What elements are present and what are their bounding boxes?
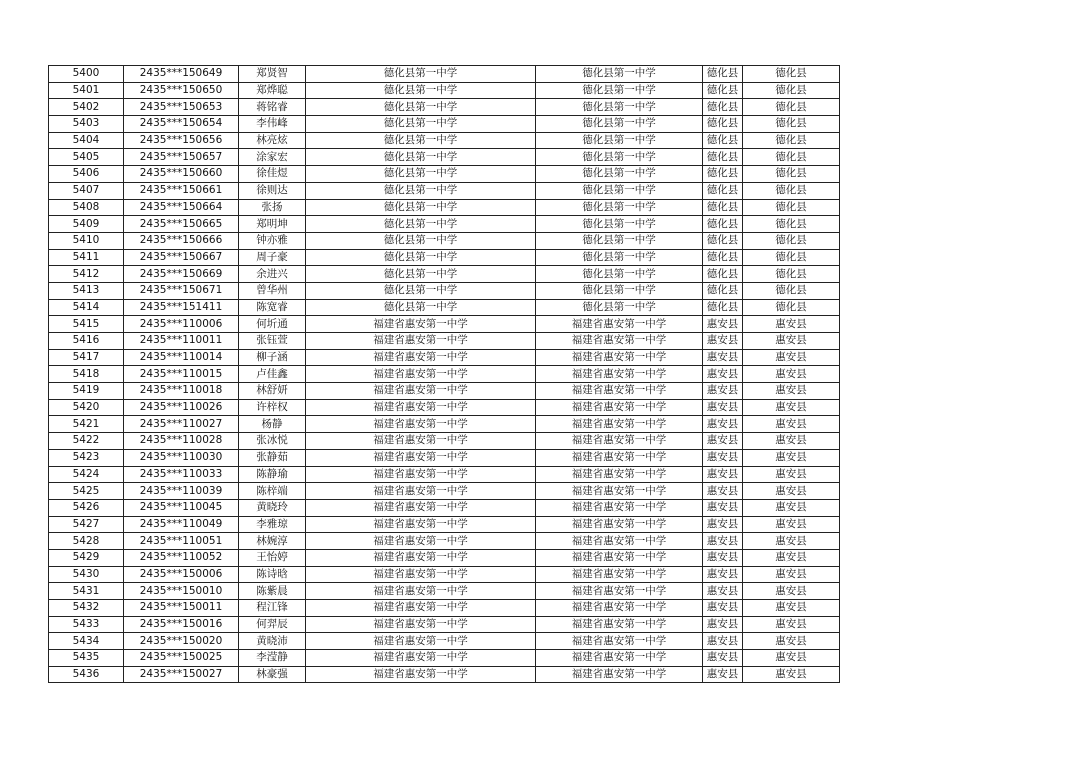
table-row [49, 383, 840, 400]
serial-number-cell: 5418 [49, 366, 124, 383]
school-repeat-cell: 德化县第一中学 [536, 132, 703, 149]
school-repeat-cell: 福建省惠安第一中学 [536, 516, 703, 533]
school-repeat-cell: 福建省惠安第一中学 [536, 349, 703, 366]
county-cell: 惠安县 [703, 566, 743, 583]
student-name-cell: 林豪强 [239, 666, 306, 683]
student-name-cell: 钟亦雅 [239, 232, 306, 249]
table-row [49, 82, 840, 99]
county-repeat-cell: 惠安县 [743, 533, 840, 550]
exam-id-cell: 2435***150656 [124, 132, 239, 149]
county-cell: 德化县 [703, 82, 743, 99]
student-name-cell: 陈宽睿 [239, 299, 306, 316]
serial-number-cell: 5432 [49, 600, 124, 617]
county-repeat-cell: 惠安县 [743, 616, 840, 633]
county-repeat-cell: 德化县 [743, 116, 840, 133]
serial-number-cell: 5429 [49, 549, 124, 566]
school-repeat-cell: 德化县第一中学 [536, 182, 703, 199]
county-cell: 惠安县 [703, 416, 743, 433]
exam-id-cell: 2435***110051 [124, 533, 239, 550]
table-row [49, 516, 840, 533]
serial-number-cell: 5426 [49, 499, 124, 516]
serial-number-cell: 5400 [49, 66, 124, 83]
school-cell: 福建省惠安第一中学 [306, 616, 536, 633]
school-cell: 德化县第一中学 [306, 116, 536, 133]
county-repeat-cell: 惠安县 [743, 566, 840, 583]
county-repeat-cell: 惠安县 [743, 483, 840, 500]
school-cell: 德化县第一中学 [306, 249, 536, 266]
student-name-cell: 李滢静 [239, 650, 306, 667]
student-name-cell: 何圻通 [239, 316, 306, 333]
student-name-cell: 林舒妍 [239, 383, 306, 400]
student-name-cell: 王怡婷 [239, 549, 306, 566]
school-cell: 福建省惠安第一中学 [306, 316, 536, 333]
serial-number-cell: 5405 [49, 149, 124, 166]
school-cell: 福建省惠安第一中学 [306, 533, 536, 550]
county-repeat-cell: 德化县 [743, 82, 840, 99]
county-repeat-cell: 惠安县 [743, 316, 840, 333]
county-cell: 惠安县 [703, 499, 743, 516]
exam-id-cell: 2435***110030 [124, 449, 239, 466]
county-repeat-cell: 德化县 [743, 249, 840, 266]
county-repeat-cell: 惠安县 [743, 600, 840, 617]
school-repeat-cell: 福建省惠安第一中学 [536, 666, 703, 683]
table-row [49, 633, 840, 650]
school-repeat-cell: 德化县第一中学 [536, 166, 703, 183]
school-repeat-cell: 德化县第一中学 [536, 199, 703, 216]
school-cell: 福建省惠安第一中学 [306, 433, 536, 450]
county-repeat-cell: 德化县 [743, 166, 840, 183]
student-name-cell: 曾华州 [239, 282, 306, 299]
table-row [49, 199, 840, 216]
school-cell: 福建省惠安第一中学 [306, 483, 536, 500]
exam-id-cell: 2435***110039 [124, 483, 239, 500]
student-name-cell: 周子豪 [239, 249, 306, 266]
exam-id-cell: 2435***150006 [124, 566, 239, 583]
student-name-cell: 郑烨聪 [239, 82, 306, 99]
table-row [49, 549, 840, 566]
exam-id-cell: 2435***110033 [124, 466, 239, 483]
table-row [49, 316, 840, 333]
school-cell: 福建省惠安第一中学 [306, 449, 536, 466]
school-repeat-cell: 福建省惠安第一中学 [536, 633, 703, 650]
student-name-cell: 何羿辰 [239, 616, 306, 633]
exam-id-cell: 2435***150667 [124, 249, 239, 266]
county-cell: 惠安县 [703, 333, 743, 350]
county-repeat-cell: 德化县 [743, 149, 840, 166]
table-row [49, 282, 840, 299]
exam-id-cell: 2435***110006 [124, 316, 239, 333]
county-cell: 惠安县 [703, 349, 743, 366]
school-repeat-cell: 德化县第一中学 [536, 82, 703, 99]
school-repeat-cell: 福建省惠安第一中学 [536, 549, 703, 566]
school-repeat-cell: 福建省惠安第一中学 [536, 650, 703, 667]
county-cell: 惠安县 [703, 466, 743, 483]
county-cell: 惠安县 [703, 549, 743, 566]
student-name-cell: 卢佳鑫 [239, 366, 306, 383]
serial-number-cell: 5431 [49, 583, 124, 600]
school-repeat-cell: 福建省惠安第一中学 [536, 566, 703, 583]
county-cell: 德化县 [703, 266, 743, 283]
school-cell: 德化县第一中学 [306, 232, 536, 249]
county-repeat-cell: 惠安县 [743, 583, 840, 600]
school-cell: 德化县第一中学 [306, 132, 536, 149]
school-repeat-cell: 德化县第一中学 [536, 299, 703, 316]
school-repeat-cell: 福建省惠安第一中学 [536, 533, 703, 550]
school-repeat-cell: 福建省惠安第一中学 [536, 433, 703, 450]
school-repeat-cell: 福建省惠安第一中学 [536, 449, 703, 466]
county-repeat-cell: 德化县 [743, 282, 840, 299]
serial-number-cell: 5416 [49, 333, 124, 350]
school-cell: 德化县第一中学 [306, 216, 536, 233]
school-cell: 德化县第一中学 [306, 299, 536, 316]
county-repeat-cell: 德化县 [743, 266, 840, 283]
school-cell: 德化县第一中学 [306, 99, 536, 116]
exam-id-cell: 2435***150666 [124, 232, 239, 249]
school-cell: 福建省惠安第一中学 [306, 549, 536, 566]
county-repeat-cell: 德化县 [743, 199, 840, 216]
school-repeat-cell: 福建省惠安第一中学 [536, 333, 703, 350]
student-name-cell: 许梓权 [239, 399, 306, 416]
exam-id-cell: 2435***150669 [124, 266, 239, 283]
county-repeat-cell: 惠安县 [743, 633, 840, 650]
school-repeat-cell: 福建省惠安第一中学 [536, 383, 703, 400]
exam-id-cell: 2435***110045 [124, 499, 239, 516]
school-cell: 福建省惠安第一中学 [306, 566, 536, 583]
county-repeat-cell: 惠安县 [743, 349, 840, 366]
student-name-cell: 蒋铭睿 [239, 99, 306, 116]
county-cell: 惠安县 [703, 533, 743, 550]
serial-number-cell: 5417 [49, 349, 124, 366]
student-name-cell: 杨静 [239, 416, 306, 433]
student-name-cell: 陈梓端 [239, 483, 306, 500]
student-name-cell: 余进兴 [239, 266, 306, 283]
student-name-cell: 涂家宏 [239, 149, 306, 166]
county-cell: 德化县 [703, 99, 743, 116]
roster-table [48, 65, 840, 683]
school-cell: 德化县第一中学 [306, 82, 536, 99]
school-repeat-cell: 德化县第一中学 [536, 216, 703, 233]
exam-id-cell: 2435***150665 [124, 216, 239, 233]
school-cell: 德化县第一中学 [306, 149, 536, 166]
serial-number-cell: 5409 [49, 216, 124, 233]
exam-id-cell: 2435***110028 [124, 433, 239, 450]
table-row [49, 299, 840, 316]
table-row [49, 666, 840, 683]
serial-number-cell: 5423 [49, 449, 124, 466]
school-repeat-cell: 福建省惠安第一中学 [536, 399, 703, 416]
table-row [49, 616, 840, 633]
table-row [49, 349, 840, 366]
serial-number-cell: 5408 [49, 199, 124, 216]
county-repeat-cell: 惠安县 [743, 366, 840, 383]
county-cell: 惠安县 [703, 433, 743, 450]
exam-id-cell: 2435***151411 [124, 299, 239, 316]
table-row [49, 483, 840, 500]
county-cell: 德化县 [703, 166, 743, 183]
school-cell: 福建省惠安第一中学 [306, 499, 536, 516]
exam-id-cell: 2435***150660 [124, 166, 239, 183]
county-cell: 惠安县 [703, 516, 743, 533]
school-cell: 福建省惠安第一中学 [306, 583, 536, 600]
exam-id-cell: 2435***150649 [124, 66, 239, 83]
exam-id-cell: 2435***110049 [124, 516, 239, 533]
serial-number-cell: 5403 [49, 116, 124, 133]
school-cell: 德化县第一中学 [306, 66, 536, 83]
school-cell: 德化县第一中学 [306, 266, 536, 283]
student-name-cell: 徐则达 [239, 182, 306, 199]
county-cell: 德化县 [703, 149, 743, 166]
student-name-cell: 张扬 [239, 199, 306, 216]
county-repeat-cell: 惠安县 [743, 666, 840, 683]
school-repeat-cell: 福建省惠安第一中学 [536, 416, 703, 433]
student-name-cell: 林婉淳 [239, 533, 306, 550]
serial-number-cell: 5410 [49, 232, 124, 249]
school-cell: 福建省惠安第一中学 [306, 666, 536, 683]
school-cell: 福建省惠安第一中学 [306, 349, 536, 366]
county-cell: 惠安县 [703, 633, 743, 650]
county-repeat-cell: 惠安县 [743, 449, 840, 466]
county-cell: 德化县 [703, 216, 743, 233]
county-repeat-cell: 德化县 [743, 66, 840, 83]
table-row [49, 650, 840, 667]
table-row [49, 466, 840, 483]
table-row [49, 566, 840, 583]
school-cell: 德化县第一中学 [306, 282, 536, 299]
student-name-cell: 郑贤智 [239, 66, 306, 83]
exam-id-cell: 2435***110015 [124, 366, 239, 383]
school-cell: 福建省惠安第一中学 [306, 633, 536, 650]
serial-number-cell: 5411 [49, 249, 124, 266]
table-row [49, 166, 840, 183]
school-repeat-cell: 德化县第一中学 [536, 149, 703, 166]
county-repeat-cell: 惠安县 [743, 650, 840, 667]
school-repeat-cell: 福建省惠安第一中学 [536, 316, 703, 333]
student-name-cell: 林亮炫 [239, 132, 306, 149]
county-repeat-cell: 惠安县 [743, 399, 840, 416]
student-name-cell: 陈诗晗 [239, 566, 306, 583]
serial-number-cell: 5436 [49, 666, 124, 683]
school-repeat-cell: 福建省惠安第一中学 [536, 600, 703, 617]
county-cell: 德化县 [703, 199, 743, 216]
county-repeat-cell: 惠安县 [743, 499, 840, 516]
exam-id-cell: 2435***150020 [124, 633, 239, 650]
serial-number-cell: 5430 [49, 566, 124, 583]
county-repeat-cell: 惠安县 [743, 416, 840, 433]
county-cell: 惠安县 [703, 316, 743, 333]
county-cell: 德化县 [703, 249, 743, 266]
student-name-cell: 张冰悦 [239, 433, 306, 450]
serial-number-cell: 5401 [49, 82, 124, 99]
table-row [49, 249, 840, 266]
school-cell: 福建省惠安第一中学 [306, 600, 536, 617]
serial-number-cell: 5413 [49, 282, 124, 299]
county-cell: 惠安县 [703, 483, 743, 500]
school-repeat-cell: 德化县第一中学 [536, 116, 703, 133]
serial-number-cell: 5406 [49, 166, 124, 183]
serial-number-cell: 5402 [49, 99, 124, 116]
school-repeat-cell: 福建省惠安第一中学 [536, 583, 703, 600]
serial-number-cell: 5421 [49, 416, 124, 433]
school-cell: 福建省惠安第一中学 [306, 333, 536, 350]
county-cell: 德化县 [703, 66, 743, 83]
exam-id-cell: 2435***150016 [124, 616, 239, 633]
school-repeat-cell: 福建省惠安第一中学 [536, 466, 703, 483]
serial-number-cell: 5435 [49, 650, 124, 667]
student-name-cell: 李雅琼 [239, 516, 306, 533]
school-cell: 福建省惠安第一中学 [306, 516, 536, 533]
table-row [49, 399, 840, 416]
county-cell: 惠安县 [703, 616, 743, 633]
serial-number-cell: 5425 [49, 483, 124, 500]
exam-id-cell: 2435***150025 [124, 650, 239, 667]
student-name-cell: 李伟峰 [239, 116, 306, 133]
county-repeat-cell: 惠安县 [743, 549, 840, 566]
county-cell: 惠安县 [703, 600, 743, 617]
exam-id-cell: 2435***110011 [124, 333, 239, 350]
student-name-cell: 程江锋 [239, 600, 306, 617]
school-repeat-cell: 德化县第一中学 [536, 99, 703, 116]
county-cell: 惠安县 [703, 383, 743, 400]
serial-number-cell: 5407 [49, 182, 124, 199]
student-name-cell: 徐佳煜 [239, 166, 306, 183]
table-row [49, 266, 840, 283]
serial-number-cell: 5428 [49, 533, 124, 550]
student-name-cell: 张静茹 [239, 449, 306, 466]
exam-id-cell: 2435***150653 [124, 99, 239, 116]
table-row [49, 99, 840, 116]
county-repeat-cell: 惠安县 [743, 466, 840, 483]
serial-number-cell: 5404 [49, 132, 124, 149]
student-name-cell: 柳子涵 [239, 349, 306, 366]
county-cell: 德化县 [703, 299, 743, 316]
exam-id-cell: 2435***110018 [124, 383, 239, 400]
school-cell: 福建省惠安第一中学 [306, 366, 536, 383]
serial-number-cell: 5420 [49, 399, 124, 416]
table-row [49, 116, 840, 133]
table-row [49, 182, 840, 199]
table-row [49, 66, 840, 83]
county-cell: 惠安县 [703, 366, 743, 383]
table-row [49, 216, 840, 233]
serial-number-cell: 5422 [49, 433, 124, 450]
county-repeat-cell: 惠安县 [743, 333, 840, 350]
student-name-cell: 黄晓沛 [239, 633, 306, 650]
county-repeat-cell: 德化县 [743, 232, 840, 249]
county-cell: 惠安县 [703, 449, 743, 466]
table-row [49, 449, 840, 466]
student-name-cell: 陈紫晨 [239, 583, 306, 600]
county-repeat-cell: 惠安县 [743, 516, 840, 533]
school-repeat-cell: 福建省惠安第一中学 [536, 616, 703, 633]
school-cell: 福建省惠安第一中学 [306, 466, 536, 483]
exam-id-cell: 2435***110014 [124, 349, 239, 366]
serial-number-cell: 5412 [49, 266, 124, 283]
exam-id-cell: 2435***150027 [124, 666, 239, 683]
county-repeat-cell: 德化县 [743, 216, 840, 233]
exam-id-cell: 2435***150664 [124, 199, 239, 216]
serial-number-cell: 5434 [49, 633, 124, 650]
table-row [49, 416, 840, 433]
table-row [49, 583, 840, 600]
table-row [49, 499, 840, 516]
serial-number-cell: 5415 [49, 316, 124, 333]
county-cell: 惠安县 [703, 583, 743, 600]
county-cell: 德化县 [703, 116, 743, 133]
county-cell: 德化县 [703, 282, 743, 299]
student-name-cell: 黄晓玲 [239, 499, 306, 516]
county-repeat-cell: 德化县 [743, 99, 840, 116]
exam-id-cell: 2435***150671 [124, 282, 239, 299]
county-cell: 惠安县 [703, 399, 743, 416]
table-body [49, 66, 840, 683]
exam-id-cell: 2435***110027 [124, 416, 239, 433]
table-row [49, 433, 840, 450]
student-name-cell: 张钰萱 [239, 333, 306, 350]
exam-id-cell: 2435***150011 [124, 600, 239, 617]
school-cell: 德化县第一中学 [306, 199, 536, 216]
table-row [49, 232, 840, 249]
exam-id-cell: 2435***150657 [124, 149, 239, 166]
student-name-cell: 陈静瑜 [239, 466, 306, 483]
school-repeat-cell: 福建省惠安第一中学 [536, 366, 703, 383]
school-repeat-cell: 福建省惠安第一中学 [536, 483, 703, 500]
exam-id-cell: 2435***150010 [124, 583, 239, 600]
county-repeat-cell: 德化县 [743, 182, 840, 199]
county-cell: 德化县 [703, 132, 743, 149]
school-cell: 福建省惠安第一中学 [306, 416, 536, 433]
school-cell: 福建省惠安第一中学 [306, 383, 536, 400]
table-row [49, 600, 840, 617]
table-row [49, 333, 840, 350]
school-repeat-cell: 德化县第一中学 [536, 282, 703, 299]
serial-number-cell: 5433 [49, 616, 124, 633]
county-cell: 惠安县 [703, 666, 743, 683]
county-repeat-cell: 德化县 [743, 299, 840, 316]
school-repeat-cell: 德化县第一中学 [536, 249, 703, 266]
county-cell: 德化县 [703, 232, 743, 249]
school-repeat-cell: 福建省惠安第一中学 [536, 499, 703, 516]
county-repeat-cell: 德化县 [743, 132, 840, 149]
county-repeat-cell: 惠安县 [743, 433, 840, 450]
exam-id-cell: 2435***110026 [124, 399, 239, 416]
school-cell: 德化县第一中学 [306, 166, 536, 183]
table-row [49, 132, 840, 149]
serial-number-cell: 5419 [49, 383, 124, 400]
student-name-cell: 郑明坤 [239, 216, 306, 233]
table-row [49, 533, 840, 550]
school-cell: 福建省惠安第一中学 [306, 399, 536, 416]
school-repeat-cell: 德化县第一中学 [536, 66, 703, 83]
serial-number-cell: 5414 [49, 299, 124, 316]
school-cell: 福建省惠安第一中学 [306, 650, 536, 667]
county-cell: 惠安县 [703, 650, 743, 667]
school-cell: 德化县第一中学 [306, 182, 536, 199]
exam-id-cell: 2435***150654 [124, 116, 239, 133]
county-cell: 德化县 [703, 182, 743, 199]
exam-id-cell: 2435***150650 [124, 82, 239, 99]
exam-id-cell: 2435***110052 [124, 549, 239, 566]
school-repeat-cell: 德化县第一中学 [536, 232, 703, 249]
serial-number-cell: 5424 [49, 466, 124, 483]
school-repeat-cell: 德化县第一中学 [536, 266, 703, 283]
county-repeat-cell: 惠安县 [743, 383, 840, 400]
serial-number-cell: 5427 [49, 516, 124, 533]
table-row [49, 149, 840, 166]
table-row [49, 366, 840, 383]
exam-id-cell: 2435***150661 [124, 182, 239, 199]
